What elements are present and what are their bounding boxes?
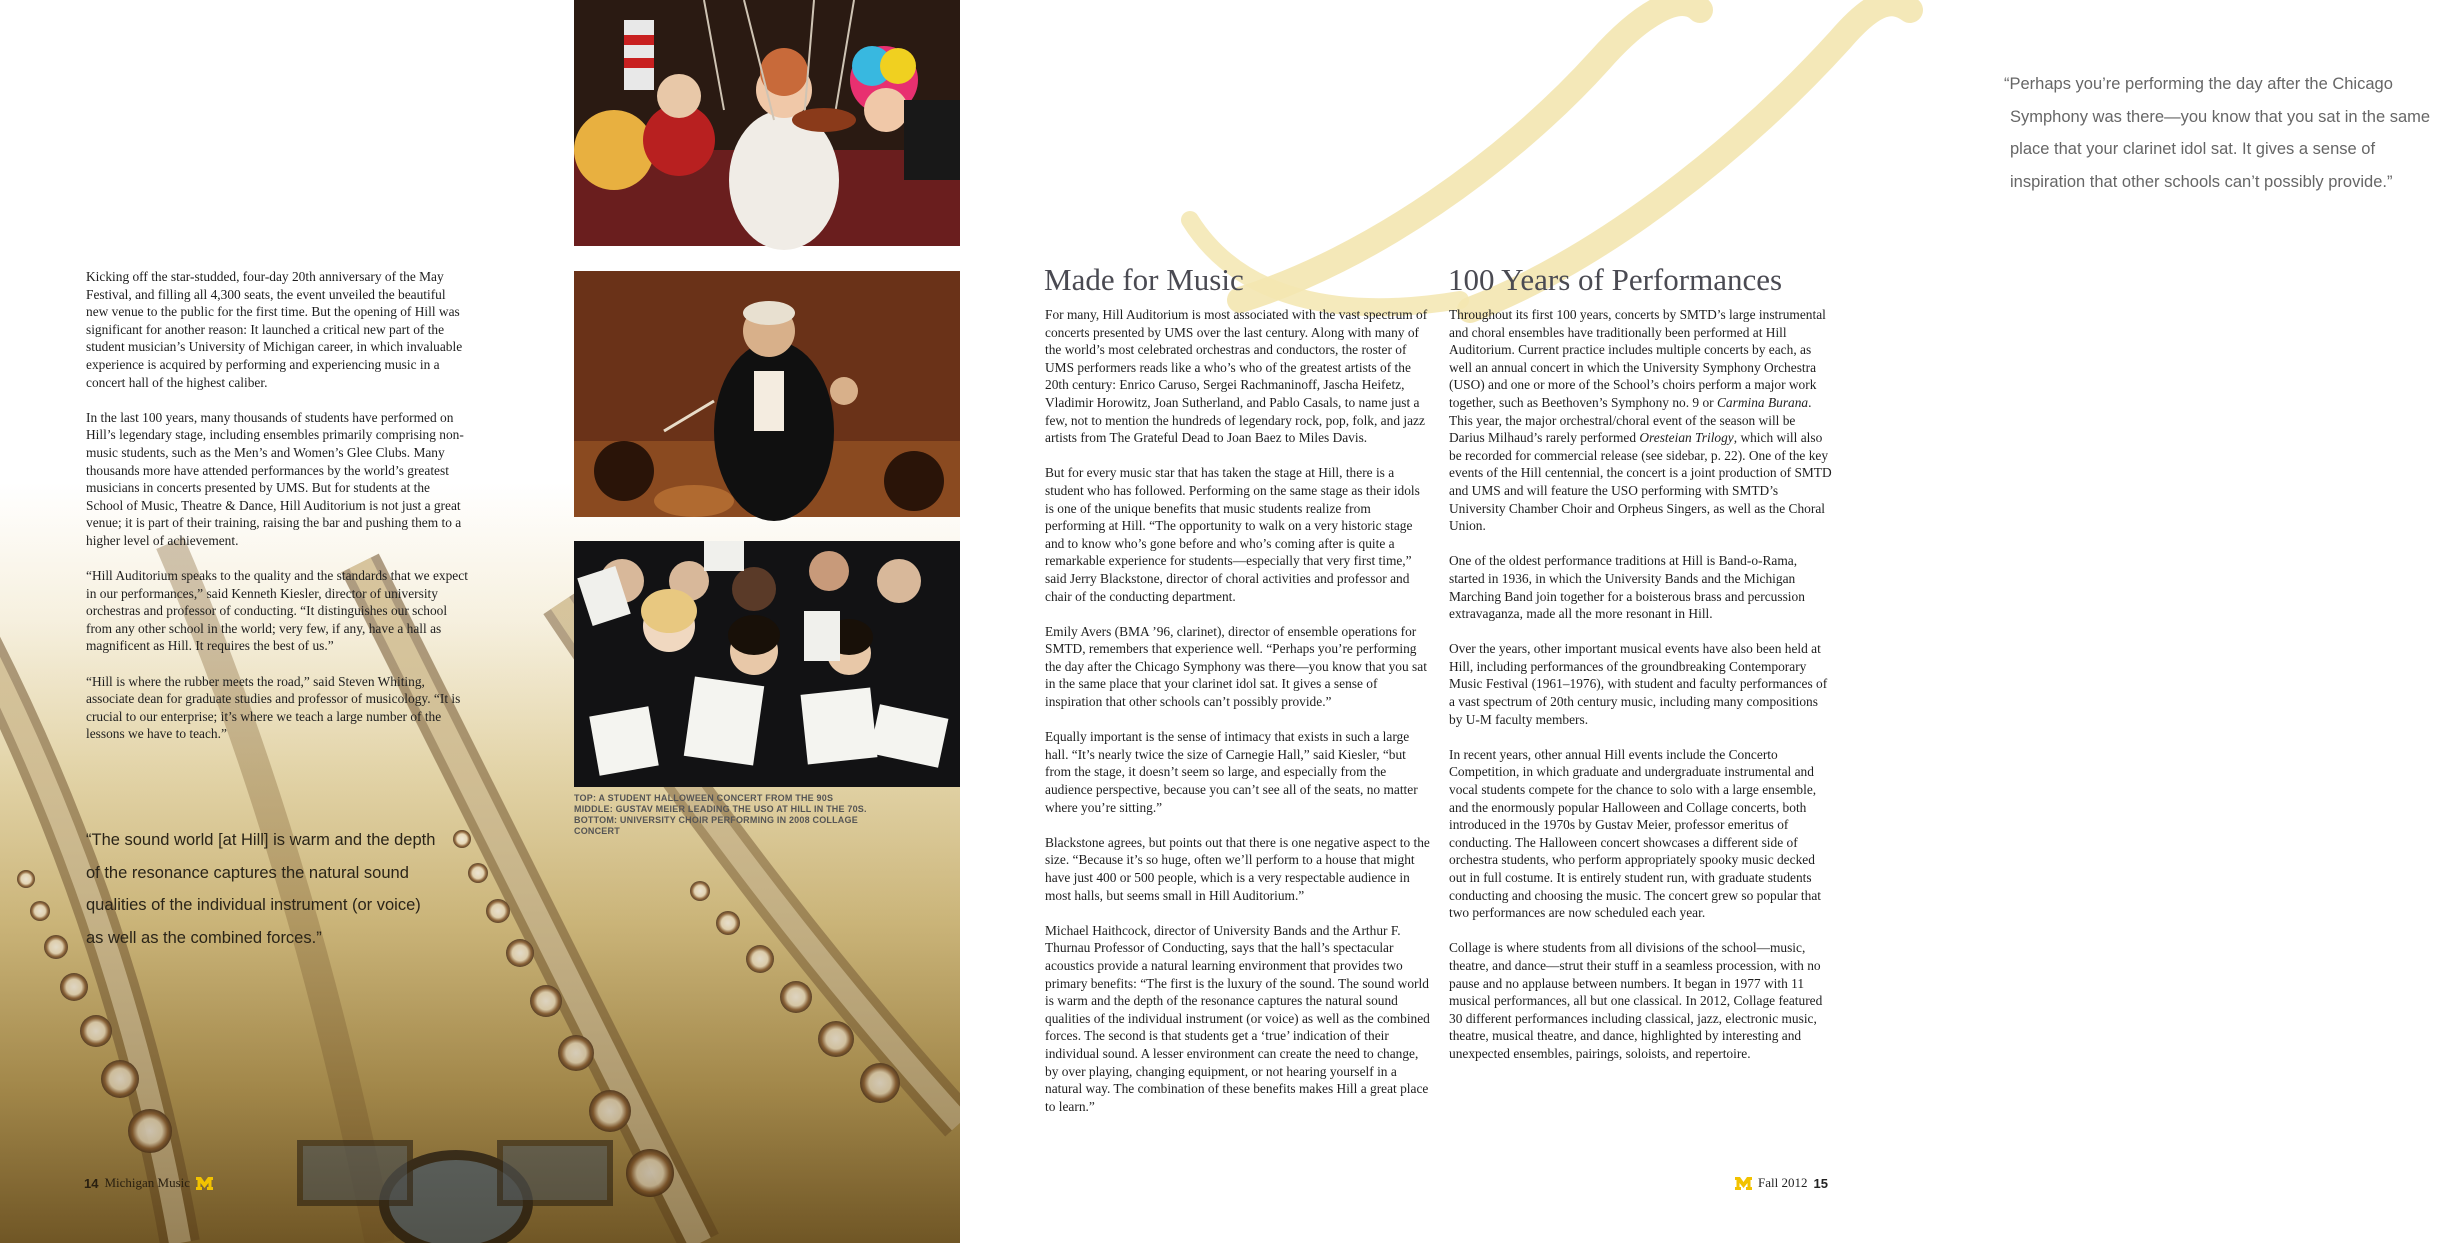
- halloween-concert-photo: [574, 0, 960, 246]
- pull-quote-line: “Perhaps you’re performing the day after the Chicago: [2004, 75, 2393, 93]
- left-page: [0, 0, 960, 1243]
- paragraph: Michael Haithcock, director of University Bands and the Arthur F. Thurnau Professor of Conducting, says that the hall’s spectacular acoustics provide a natural learning environment that provides two primary benefits: “The first is the luxury of the sound. The sound world is warm and the depth of the resonance captures the natural sound qualities of the individual instrument (or voice) as well as the combined forces. The second is that students get a ‘true’ indication of their individual sound. A lesser environment can create the need to change, by over playing, changing equipment, or not hearing yourself in a natural way. The combination of these benefits makes Hill a great place to learn.”: [1045, 922, 1430, 1114]
- italic-title: Carmina Burana: [1716, 394, 1809, 410]
- left-body-column: [86, 268, 470, 761]
- pull-quote-line: place that your clarinet idol sat. It gives a sense of: [2010, 140, 2376, 158]
- michigan-block-m-icon: [1735, 1177, 1752, 1190]
- caption-line: CONCERT: [574, 826, 620, 836]
- paragraph: [1449, 306, 1834, 535]
- page-number: 15: [1813, 1175, 1828, 1191]
- text-run: Throughout its first 100 years, concerts by SMTD’s large instrumental and choral ensembles have traditionally been performed at Hill Auditorium. Current practice includes multiple concerts by each, as well an annual concert in which the University Symphony Orchestra (USO) and one or more of the School’s choirs perform a major work together, such as Beethoven’s Symphony no. 9 or: [1449, 307, 1826, 410]
- italic-title: Oresteian Trilogy: [1639, 430, 1734, 446]
- paragraph: One of the oldest performance traditions at Hill is Band-o-Rama, started in 1936, in which the University Bands and the Michigan Marching Band join together for a boisterous brass and percussion extravaganza, made all the more resonant in Hill.: [1449, 553, 1805, 622]
- column-100-years: [1449, 306, 1834, 1080]
- pull-quote-line: of the resonance captures the natural sound: [86, 863, 409, 882]
- pull-quote-line: as well as the combined forces.”: [86, 928, 322, 947]
- caption-line: MIDDLE: GUSTAV MEIER LEADING THE USO AT HILL IN THE 70S.: [574, 804, 867, 814]
- left-folio: [84, 1175, 213, 1191]
- text-run: , which will also be recorded for commercial release (see sidebar, p. 22). One of the key events of the Hill centennial, the concert is a joint production of SMTD and UMS and will feature the USO performing with SMTD’s University Chamber Choir and Orpheus Singers, as well as the Choral Union.: [1449, 430, 1832, 534]
- photo-caption: [574, 793, 874, 837]
- pull-quote-line: Symphony was there—you know that you sat in the same: [2010, 107, 2431, 126]
- column-made-for-music: [1045, 306, 1430, 1133]
- paragraph: Emily Avers (BMA ’96, clarinet), director of ensemble operations for SMTD, remembers that experience well. “Perhaps you’re performing the day after the Chicago Symphony was there—you know that you sat in the same place that your clarinet idol sat. It gives a sense of inspiration that other schools can’t possibly provide.”: [1045, 623, 1427, 710]
- paragraph: Equally important is the sense of intimacy that exists in such a large hall. “It’s nearly twice the size of Carnegie Hall,” said Kiesler, “but from the stage, it doesn’t seem so large, and especially from the audience perspective, because you can’t see all of the seats, no matter where you’re sitting.”: [1045, 729, 1418, 815]
- paragraph: In the last 100 years, many thousands of students have performed on Hill’s legendary stage, including ensembles primarily comprising non-music students, such as the Men’s and Women’s Glee Clubs. Many thousands more have attended performances by the world’s greatest musicians in concerts presented by UMS. But for students at the School of Music, Theatre & Dance, Hill Auditorium is not just a great venue; it is part of their training, raising the bar and pushing them to a higher level of achievement.: [86, 409, 464, 548]
- caption-line: TOP: A STUDENT HALLOWEEN CONCERT FROM THE 90S: [574, 793, 834, 803]
- caption-line: BOTTOM: UNIVERSITY CHOIR PERFORMING IN 2008 COLLAGE: [574, 815, 858, 825]
- section-heading: Made for Music: [1044, 262, 1244, 297]
- paragraph: Over the years, other important musical events have also been held at Hill, including performances of the groundbreaking Contemporary Music Festival (1961–1976), with student and faculty performances of a vast spectrum of 20th century music, including many compositions by U-M faculty members.: [1449, 641, 1828, 727]
- paragraph: Collage is where students from all divisions of the school—music, theatre, and dance—strut their stuff in a seamless procession, with no pause and no applause between numbers. It began in 1977 with 11 musical performances, all but one classical. In 2012, Collage featured 30 different performances including classical, jazz, electronic music, theatre, musical theatre, and dance, highlighted by interesting and unexpected ensembles, pairings, soloists, and repertoire.: [1449, 940, 1823, 1061]
- pull-quote-line: “The sound world [at Hill] is warm and the depth: [86, 831, 436, 849]
- paragraph: “Hill is where the rubber meets the road,” said Steven Whiting, associate dean for graduate studies and professor of musicology. “It is crucial to our enterprise; it’s where we teach a large number of the lessons we have to teach.”: [86, 673, 461, 742]
- right-folio: [1735, 1175, 1828, 1191]
- right-page: [960, 0, 2431, 1243]
- paragraph: For many, Hill Auditorium is most associated with the vast spectrum of concerts presented by UMS over the last century. Along with many of the world’s most celebrated orchestras and conductors, the roster of UMS performers reads like a who’s who of the greatest artists of the 20th century: Enrico Caruso, Sergei Rachmaninoff, Jascha Heifetz, Vladimir Horowitz, Joan Sutherland, and Pablo Casals, to name just a few, not to mention the hundreds of legendary rock, pop, folk, and jazz artists from The Grateful Dead to Joan Baez to Miles Davis.: [1045, 307, 1428, 446]
- gustav-meier-conducting-photo: [574, 271, 960, 517]
- section-heading: 100 Years of Performances: [1448, 262, 1783, 297]
- pull-quote-line: inspiration that other schools can’t possibly provide.”: [2010, 172, 2393, 191]
- page-number: 14: [84, 1175, 99, 1191]
- paragraph: But for every music star that has taken the stage at Hill, there is a student who has followed. Performing on the same stage as their idols is one of the unique benefits that music students realize from performing at Hill. “The opportunity to walk on a very historic stage and to know who’s gone before and who’s coming after is quite a remarkable experience for students—especially that very first time,” said Jerry Blackstone, director of choral activities and professor and chair of the conducting department.: [1045, 465, 1420, 604]
- michigan-block-m-icon: [196, 1177, 213, 1190]
- text-run: . This year, the major orchestral/choral event of the season will be Darius Milhaud’s rarely performed: [1449, 394, 1812, 446]
- pull-quote-line: qualities of the individual instrument (or voice): [86, 896, 421, 914]
- paragraph: In recent years, other annual Hill events include the Concerto Competition, in which graduate and undergraduate instrumental and vocal students compete for the chance to solo with a large ensemble, and the enormously popular Halloween and Collage concerts, both introduced in the 1970s by Gustav Meier, professor emeritus of conducting. The Halloween concert showcases a different side of orchestra students, who perform appropriately spooky music decked out in full costume. It is entirely student run, with graduate students conducting and choosing the music. The concert grew so popular that two performances are now scheduled each year.: [1449, 746, 1821, 921]
- pull-quote: [2004, 68, 2464, 198]
- paragraph: “Hill Auditorium speaks to the quality and the standards that we expect in our performances,” said Kenneth Kiesler, director of university orchestras and professor of conducting. “It distinguishes our school from any other school in the world; very few, if any, have a hall as magnificent as Hill. It requires the best of us.”: [86, 568, 468, 654]
- paragraph: Kicking off the star-studded, four-day 20th anniversary of the May Festival, and filling all 4,300 seats, the event unveiled the beautiful new venue to the public for the first time. But the opening of Hill was significant for another reason: It launched a critical new part of the student musician’s University of Michigan career, in which invaluable experience is acquired by performing and experiencing music in a concert hall of the highest caliber.: [86, 269, 463, 390]
- issue-date: Fall 2012: [1758, 1175, 1808, 1190]
- university-choir-photo: [574, 541, 960, 787]
- pull-quote: [86, 824, 466, 954]
- paragraph: Blackstone agrees, but points out that there is one negative aspect to the size. “Because it’s so huge, often we’ll perform to a house that might have just 400 or 500 people, which is a very respectable audience in most halls, but seems small in Hill Auditorium.”: [1045, 834, 1430, 903]
- publication-name: Michigan Music: [104, 1175, 191, 1190]
